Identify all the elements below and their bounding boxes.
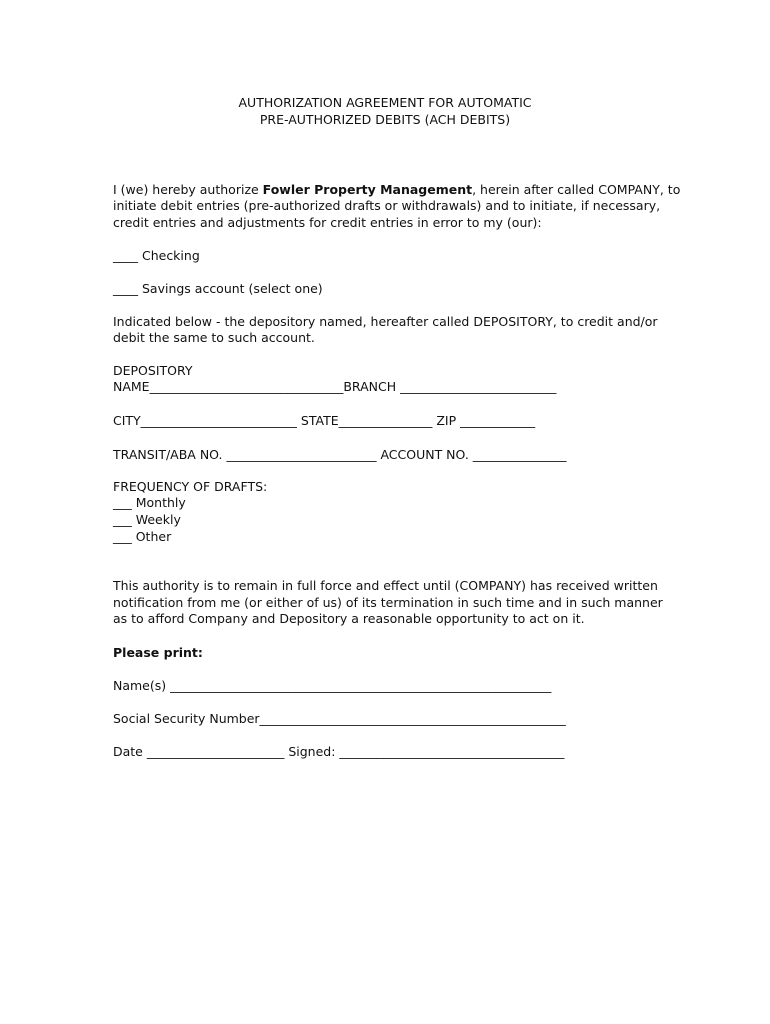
company-name: Fowler Property Management <box>262 182 473 197</box>
transit-account-field[interactable]: TRANSIT/ABA NO. ________________________ ACCOUNT NO. _______________ <box>113 447 567 462</box>
intro-line1-tail: , herein after called COMPANY, to <box>472 182 681 197</box>
intro-line3: credit entries and adjustments for credit entries in error to my (our): <box>113 215 542 230</box>
city-state-zip-field[interactable]: CITY_________________________ STATE_______________ ZIP ____________ <box>113 413 536 428</box>
authority-line3: as to afford Company and Depository a reasonable opportunity to act on it. <box>113 611 585 626</box>
frequency-weekly-option[interactable]: ___ Weekly <box>113 512 181 527</box>
frequency-heading: FREQUENCY OF DRAFTS: <box>113 479 268 494</box>
depository-name-branch-field[interactable]: NAME_______________________________BRANCH _________________________ <box>113 379 557 394</box>
savings-option[interactable]: ____ Savings account (select one) <box>113 281 323 296</box>
authority-line2: notification from me (or either of us) of its termination in such time and in such manner <box>113 595 663 610</box>
document-title-line1: AUTHORIZATION AGREEMENT FOR AUTOMATIC <box>238 95 532 110</box>
intro-line1 <box>113 181 680 198</box>
names-field[interactable]: Name(s) _____________________________________________________________ <box>113 678 552 693</box>
frequency-monthly-option[interactable]: ___ Monthly <box>113 495 186 510</box>
please-print-heading: Please print: <box>113 645 203 660</box>
indicated-line1: Indicated below - the depository named, hereafter called DEPOSITORY, to credit and/or <box>113 314 658 329</box>
date-signed-field[interactable]: Date ______________________ Signed: ____________________________________ <box>113 744 565 759</box>
frequency-other-option[interactable]: ___ Other <box>113 529 172 544</box>
intro-lead-text: I (we) hereby authorize <box>113 182 263 197</box>
intro-line2: initiate debit entries (pre-authorized drafts or withdrawals) and to initiate, if necessary, <box>113 198 661 213</box>
depository-heading: DEPOSITORY <box>113 363 193 378</box>
ssn-field[interactable]: Social Security Number_________________________________________________ <box>113 711 566 726</box>
indicated-line2: debit the same to such account. <box>113 330 315 345</box>
authority-line1: This authority is to remain in full force and effect until (COMPANY) has received written <box>113 578 658 593</box>
checking-option[interactable]: ____ Checking <box>113 248 200 263</box>
document-title-line2: PRE-AUTHORIZED DEBITS (ACH DEBITS) <box>259 112 511 127</box>
